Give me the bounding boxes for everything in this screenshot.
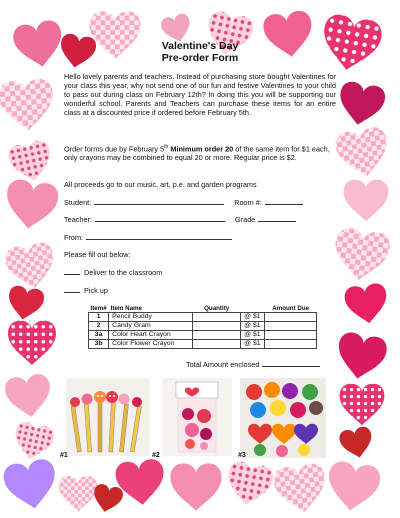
header-item-number: Item#	[90, 305, 107, 312]
price-cell: @ $1	[241, 313, 265, 322]
teacher-label: Teacher:	[64, 215, 92, 224]
table-row	[89, 313, 317, 322]
item-name: Color Flower Crayon	[109, 340, 193, 349]
total-field[interactable]	[262, 359, 320, 367]
price-cell: @ $1	[241, 331, 265, 340]
quantity-cell[interactable]	[193, 322, 241, 331]
table-header-row	[89, 305, 317, 313]
item-number: 3b	[89, 340, 109, 349]
teacher-field[interactable]	[95, 214, 225, 222]
from-label: From:	[64, 233, 84, 242]
photo-label-1: #1	[60, 452, 68, 459]
from-field[interactable]	[86, 232, 232, 240]
price-cell: @ $1	[241, 340, 265, 349]
student-label: Student:	[64, 198, 92, 207]
table-row	[89, 331, 317, 340]
proceeds-note: All proceeds go to our music, art, p.e. and garden programs	[64, 180, 257, 189]
fill-out-label: Please fill out below:	[64, 250, 131, 259]
amount-due-cell[interactable]	[265, 322, 317, 331]
table-row	[89, 322, 317, 331]
teacher-row	[64, 214, 344, 224]
deliver-label: Deliver to the classroom	[84, 268, 163, 277]
order-sup: th	[164, 144, 169, 150]
amount-due-cell[interactable]	[265, 331, 317, 340]
student-row	[64, 197, 344, 207]
photo-label-2: #2	[152, 452, 160, 459]
page-title	[120, 40, 280, 64]
price-cell: @ $1	[241, 322, 265, 331]
item-number: 3a	[89, 331, 109, 340]
quantity-cell[interactable]	[193, 313, 241, 322]
room-field[interactable]	[265, 197, 303, 205]
pickup-checkbox[interactable]	[64, 285, 80, 293]
order-deadline-paragraph	[64, 143, 336, 162]
candy-gram-image	[162, 378, 232, 456]
order-minimum: Minimum order 20	[168, 144, 234, 154]
amount-due-cell[interactable]	[265, 340, 317, 349]
item-name: Pencil Buddy	[109, 313, 193, 322]
item-number: 2	[89, 322, 109, 331]
crayon-image	[240, 378, 326, 458]
item-number: 1	[89, 313, 109, 322]
header-quantity: Quantity	[204, 305, 230, 312]
header-amount-due: Amount Due	[272, 305, 310, 312]
room-label: Room #:	[234, 198, 262, 207]
order-text-b: of the same item for $1 each, only crayons may be combined to equal 20 or more. Regular price is $2.	[64, 144, 330, 163]
header-item-name: Item Name	[110, 305, 142, 312]
quantity-cell[interactable]	[193, 340, 241, 349]
table-row	[89, 340, 317, 349]
total-label: Total Amount enclosed	[186, 360, 260, 369]
deliver-option	[64, 267, 162, 277]
total-row	[186, 359, 320, 369]
pencil-buddy-image	[66, 378, 150, 456]
grade-label: Grade	[235, 215, 256, 224]
from-row	[64, 232, 344, 242]
crayon-photo	[240, 378, 326, 458]
photo-label-3: #3	[238, 452, 246, 459]
pickup-option	[64, 285, 108, 295]
deliver-checkbox[interactable]	[64, 267, 80, 275]
order-text-a: Order forms due by February 5	[64, 144, 165, 154]
grade-field[interactable]	[258, 214, 296, 222]
pickup-label: Pick up	[84, 286, 108, 295]
item-name: Candy Gram	[109, 322, 193, 331]
candy-gram-photo	[162, 378, 232, 456]
order-table	[88, 305, 317, 349]
title-line-2: Pre-order Form	[161, 52, 239, 64]
title-line-1: Valentine's Day	[161, 40, 239, 52]
pencil-buddy-photo	[66, 378, 150, 456]
item-name: Color Heart Crayon	[109, 331, 193, 340]
quantity-cell[interactable]	[193, 331, 241, 340]
intro-paragraph: Hello lovely parents and teachers. Instead of purchasing store bought Valentines for your class this year, why not send one of our fun and festive Valentines to your child to pass out during class on February 12th? In doing this you will be supporting our wonderful school. Parents and Teachers can purchase these items for an entire class at a discounted price if ordered before February 5th.	[64, 72, 336, 117]
amount-due-cell[interactable]	[265, 313, 317, 322]
student-field[interactable]	[94, 197, 224, 205]
